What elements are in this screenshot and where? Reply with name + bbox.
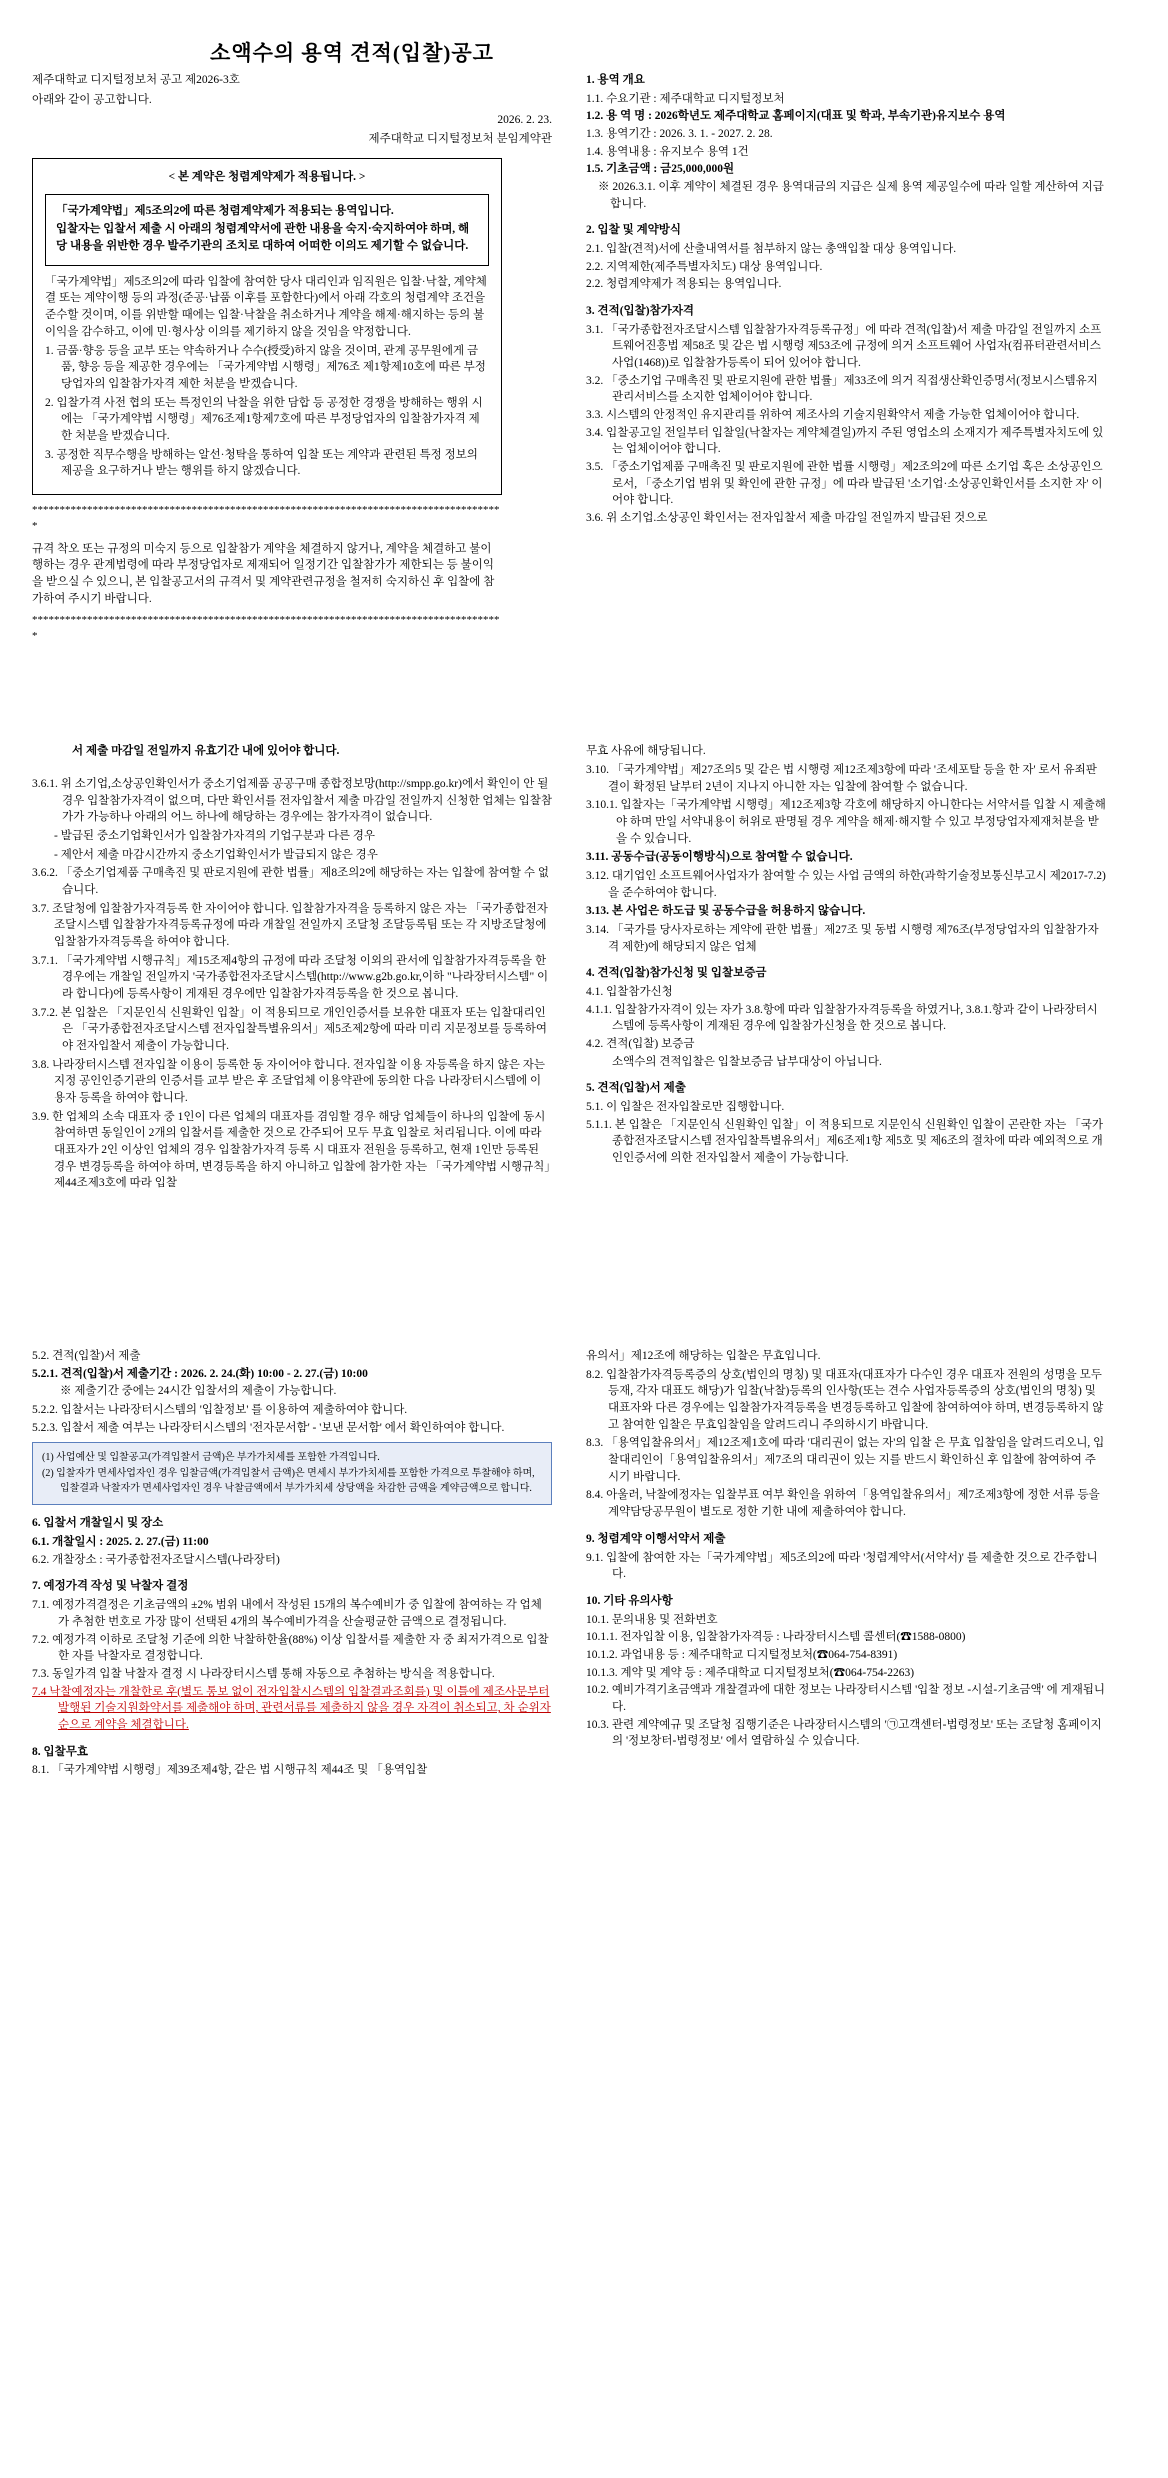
content-block-2 bbox=[0, 743, 1168, 1194]
section-5-2-heading: 5.2. 견적(입찰)서 제출 bbox=[32, 1350, 141, 1363]
clause-3-13: 3.13. 본 사업은 하도급 및 공동수급을 허용하지 않습니다. bbox=[586, 905, 866, 918]
header-lines bbox=[32, 72, 552, 148]
section-4-item-4: 소액수의 견적입찰은 입찰보증금 납부대상이 아닙니다. bbox=[612, 1055, 882, 1068]
section-4-heading: 4. 견적(입찰)참가신청 및 입찰보증금 bbox=[586, 967, 767, 980]
section-5-2-2: 5.2.2. 입찰서는 나라장터시스템의 '입찰정보' 를 이용하여 제출하여야 합니다. bbox=[32, 1404, 408, 1417]
section-2-item-3: 2.2. 청렴계약제가 적용되는 용역입니다. bbox=[586, 278, 782, 291]
section-10-item-1-3: 10.1.3. 계약 및 계약 등 : 제주대학교 디지털정보처(☎064-754-2263) bbox=[586, 1666, 915, 1679]
section-1-heading: 1. 용역 개요 bbox=[586, 74, 645, 86]
continued-heading: 서 제출 마감일 전일까지 유효기간 내에 있어야 합니다. bbox=[72, 745, 340, 758]
column-left-3 bbox=[32, 1348, 552, 1780]
section-8-continued: 유의서」제12조에 해당하는 입찰은 무효입니다. bbox=[586, 1350, 821, 1363]
divider-stars-top: ************************************************************************************** bbox=[32, 503, 500, 532]
clean-contract-notice-box bbox=[32, 158, 502, 495]
column-right-3 bbox=[586, 1348, 1106, 1751]
page-title: 소액수의 용역 견적(입찰)공고 bbox=[210, 41, 494, 65]
clause-3-9: 3.9. 한 업체의 소속 대표자 중 1인이 다른 업체의 대표자를 겸임할 경우 해당 업체들이 하나의 입찰에 동시 참여하면 동일인이 2개의 입찰서를 제출한 것으로 간주되어 모두 무효 입찰로 처리됩니다. 이에 따라 대표자가 2인 이상인 업체의 경우 입찰참가자격 등록 시 대표자 전원을 등록하고, 현재 1인만 등록된 경우 변경등록을 하여야 하며, 변경등록을 하지 아니하고 입찰에 참가한 자는 「국가계약법 시행규칙」제44조제3호에 따라 입찰 bbox=[32, 1110, 551, 1190]
section-7-item-2: 7.2. 예정가격 이하로 조달청 기준에 의한 낙찰하한율(88%) 이상 입찰서를 제출한 자 중 최저가격으로 입찰한 자를 낙찰자로 결정합니다. bbox=[32, 1633, 549, 1663]
clause-3-12: 3.12. 대기업인 소프트웨어사업자가 참여할 수 있는 사업 금액의 하한(과학기술정보통신부고시 제2017-7.2)을 준수하여야 합니다. bbox=[586, 870, 1106, 899]
column-left-2 bbox=[32, 743, 552, 1194]
section-5-item-2: 5.1.1. 본 입찰은 「지문인식 신원확인 입찰」이 적용되므로 지문인식 신원확인 입찰이 곤란한 자는 「국가종합전자조달시스템 전자입찰특별유의서」제6조제1항 제5호 및 제6조의 절차에 따라 예외적으로 개인인증서에 의한 전자입찰서 제출이 가능합니다. bbox=[586, 1118, 1104, 1165]
caution-paragraph: 규격 착오 또는 규정의 미숙지 등으로 입찰참가 계약을 체결하지 않거나, 계약을 체결하고 불이행하는 경우 관계법령에 따라 부정당업자로 제재되어 일정기간 입찰참가가 제한되는 등 불이익을 받으실 수 있으니, 본 입찰공고서의 규격서 및 계약관련규정을 철저히 숙지하신 후 입찰에 참가하여 주시기 바랍니다. bbox=[32, 542, 495, 605]
section-4-item-2: 4.1.1. 입찰참가자격이 있는 자가 3.8.항에 따라 입찰참가자격등록을 하였거나, 3.8.1.항과 같이 나라장터시스템에 등록사항이 게재된 경우에 입찰참가신청을 한 것으로 봅니다. bbox=[586, 1003, 1098, 1033]
section-5-2-1-note: ※ 제출기간 중에는 24시간 입찰서의 제출이 가능합니다. bbox=[60, 1385, 337, 1398]
clause-3-10-1: 3.10.1. 입찰자는「국가계약법 시행령」제12조제3항 각호에 해당하지 아니한다는 서약서를 입찰 시 제출해야 하며 만일 서약내용이 허위로 판명될 경우 계약을 해제·해지할 수 있고 부정당업자제재처분을 받을 수 있습니다. bbox=[586, 799, 1106, 845]
section-2-item-1: 2.1. 입찰(견적)서에 산출내역서를 첨부하지 않는 총액입찰 대상 용역입니다. bbox=[586, 243, 957, 256]
notice-item-2: 2. 입찰가격 사전 협의 또는 특정인의 낙찰을 위한 담합 등 공정한 경쟁을 방해하는 행위 시에는 「국가계약법 시행령」제76조제1항제7호에 따른 부정당업자의 입찰참가자격 제한 처분을 받겠습니다. bbox=[45, 396, 483, 442]
clause-3-10: 3.10. 「국가계약법」제27조의5 및 같은 법 시행령 제12조제3항에 따라 '조세포탈 등을 한 자' 로서 유죄판결이 확정된 날부터 2년이 지나지 아니한 자는 입찰에 참여할 수 없습니다. bbox=[586, 763, 1097, 793]
section-10-item-3: 10.3. 관련 계약예규 및 조달청 집행기준은 나라장터시스템의 '㉠고객센터-법령정보' 또는 조달청 홈페이지의 '정보창터-법령정보' 에서 열람하실 수 있습니다. bbox=[586, 1718, 1102, 1748]
announcement-date: 2026. 2. 23. bbox=[497, 113, 552, 126]
section-8-4: 8.4. 아울러, 낙찰에정자는 입찰부표 여부 확인을 위하여「용역입찰유의서」제7조제3항에 정한 서류 등을 계약담당공무원이 별도로 정한 기한 내에 제출하여야 합니다. bbox=[586, 1489, 1100, 1519]
section-1-item-4: 1.4. 용역내용 : 유지보수 용역 1건 bbox=[586, 145, 749, 158]
section-8-3: 8.3. 「용역입찰유의서」제12조제1호에 따라 '대리권이 없는 자'의 입찰 은 무효 입찰임을 알려드리오니, 입찰대리인이「용역입찰유의서」제7조의 대리권이 있는 지를 반드시 확인하신 후 입찰에 참여하여 주시기 바랍니다. bbox=[586, 1437, 1105, 1483]
section-10-item-1: 10.1. 문의내용 및 전화번호 bbox=[586, 1613, 718, 1626]
clause-3-7: 3.7. 조달청에 입찰참가자격등록 한 자이어야 합니다. 입찰참가자격을 등록하지 않은 자는 「국가종합전자조달시스템 입찰참가자격등록규정에 따라 개찰일 전일까지 조달청 조달등록팀 또는 각 지방조달청에 입찰참가자격등록을 하여야 합니다. bbox=[32, 902, 548, 949]
vat-info-box bbox=[32, 1442, 552, 1505]
section-4-item-1: 4.1. 입찰참가신청 bbox=[586, 986, 673, 999]
clause-3-7-1: 3.7.1. 「국가계약법 시행규칙」제15조제4항의 규정에 따라 조달청 이외의 관서에 입찰참가자격등록을 한 경우에는 개찰일 전일까지 '국가종합전자조달시스템(http://www.g2b.go.kr,이하 "나라장터시스템" 이라 합니다)에 등록사항이 게재된 경우에만 입찰참가자격등록을 한 것으로 봅니다. bbox=[32, 954, 549, 1001]
section-9-item-1: 9.1. 입찰에 참여한 자는「국가계약법」제5조의2에 따라 '청렴계약서(서약서)' 를 제출한 것으로 간주합니다. bbox=[586, 1551, 1098, 1581]
section-10-item-1-2: 10.1.2. 과업내용 등 : 제주대학교 디지털정보처(☎064-754-8391) bbox=[586, 1648, 898, 1661]
clause-3-6-2: 3.6.2. 「중소기업제품 구매촉진 및 판로지원에 관한 법률」제8조의2에 해당하는 자는 입찰에 참여할 수 없습니다. bbox=[32, 867, 550, 897]
section-9-heading: 9. 청렴계약 이행서약서 제출 bbox=[586, 1532, 726, 1545]
section-6-item-1: 6.1. 개찰일시 : 2025. 2. 27.(금) 11:00 bbox=[32, 1536, 209, 1549]
notice-body-paragraph: 「국가계약법」제5조의2에 따라 입찰에 참여한 당사 대리인과 임직원은 입찰·낙찰, 계약체결 또는 계약이행 등의 과정(준공·납품 이후를 포함한다)에서 아래 각호의 청렴계약 조건을 준수할 것이며, 이를 위반할 때에는 입찰·낙찰을 취소하거나 계약을 해제·해지하는 등의 불이익을 감수하고, 이에 민·형사상 이의를 제기하지 않을 것임을 약정합니다. bbox=[45, 275, 487, 338]
vat-info-line-1: (1) 사업예산 및 입찰공고(가격입찰서 금액)은 부가가치세를 포함한 가격입니다. bbox=[42, 1452, 380, 1464]
section-7-heading: 7. 예정가격 작성 및 낙찰자 결정 bbox=[32, 1580, 189, 1593]
section-7-item-4: 7.4 낙찰예정자는 개찰한로 후(별도 통보 없이 전자입찰시스템의 입찰결과조회를) 및 이틀에 제조사문부터 발행된 기술지원화약서를 제출해야 하며, 관련서류를 제출하지 않을 경우 자격이 취소되고, 차 순위자 순으로 계약을 체결합니다. bbox=[32, 1685, 551, 1731]
announcement-signer: 제주대학교 디지털정보처 분임계약관 bbox=[368, 133, 552, 146]
clause-3-14: 3.14. 「국가를 당사자로하는 계약에 관한 법률」제27조 및 동법 시행령 제76조(부정당업자의 입찰참가자격 제한)에 해당되지 않은 업체 bbox=[586, 924, 1099, 953]
notice-title: < 본 계약은 청렴계약제가 적용됩니다. > bbox=[168, 171, 366, 184]
section-5-2-1: 5.2.1. 견적(입찰)서 제출기간 : 2026. 2. 24.(화) 10:00 - 2. 27.(금) 10:00 bbox=[32, 1367, 368, 1380]
clause-continued-invalid: 무효 사유에 해당됩니다. bbox=[586, 745, 706, 758]
notice-inner-line-2: 입찰자는 입찰서 제출 시 아래의 청렴계약서에 관한 내용을 숙지·숙지하여야 하며, 해당 내용을 위반한 경우 발주기관의 조치로 대하여 어떠한 이의도 제기할 수 없습니다. bbox=[56, 223, 470, 253]
section-2-heading: 2. 입찰 및 계약방식 bbox=[586, 224, 682, 237]
section-7-item-1: 7.1. 예정가격결정은 기초금액의 ±2% 범위 내에서 작성된 15개의 복수예비가 중 입찰에 참여하는 각 업체가 추첨한 번호로 가장 많이 선택된 4개의 복수예비가격을 산술평균한 금액으로 결정됩니다. bbox=[32, 1599, 542, 1628]
column-left-1 bbox=[32, 0, 552, 651]
section-2-item-2: 2.2. 지역제한(제주특별자치도) 대상 용역입니다. bbox=[586, 260, 823, 273]
section-7-item-3: 7.3. 동일가격 입찰 낙찰자 결정 시 나라장터시스템 통해 자동으로 추첨하는 방식을 적용합니다. bbox=[32, 1667, 495, 1680]
section-1-note: ※ 2026.3.1. 이후 계약이 체결된 경우 용역대금의 지급은 실제 용역 제공일수에 따라 일할 계산하여 지급합니다. bbox=[598, 181, 1104, 210]
clause-3-6-1: 3.6.1. 위 소기업,소상공인확인서가 중소기업제품 공공구매 종합정보망(http://smpp.go.kr)에서 확인이 안 될 경우 입찰참가자격이 없으며, 다만 확인서를 전자입찰서 제출 마감일 전일까지 신청한 업체는 입찰참가가 가능하나 아래의 어느 하나에 해당하는 경우에는 참가자격이 없습니다. bbox=[32, 777, 552, 824]
section-10-item-2: 10.2. 예비가격기초금액과 개찰결과에 대한 정보는 나라장터시스템 '입찰 정보 -시설-기초금액' 에 게재됩니다. bbox=[586, 1684, 1106, 1713]
section-1-item-3: 1.3. 용역기간 : 2026. 3. 1. - 2027. 2. 28. bbox=[586, 128, 773, 141]
section-10-item-1-1: 10.1.1. 전자입찰 이용, 입찰참가자격등 : 나라장터시스템 콜센터(☎1588-0800) bbox=[586, 1631, 966, 1644]
section-3-heading: 3. 견적(입찰)참가자격 bbox=[586, 305, 695, 318]
section-6-heading: 6. 입찰서 개찰일시 및 장소 bbox=[32, 1517, 164, 1530]
section-1-item-2: 1.2. 용 역 명 : 2026학년도 제주대학교 홈페이지(대표 및 학과, 부속기관)유지보수 용역 bbox=[586, 110, 1006, 123]
section-8-2: 8.2. 입찰참가자격등록증의 상호(법인의 명칭) 및 대표자(대표자가 다수인 경우 대표자 전원의 성명을 모두 등재, 각자 대표도 해당)가 입찰(낙찰)등록의 인사항(또는 견수 사업자등록증의 상호(법인의 명칭) 및 대표자와 다른 경우에는 입찰참가자격등록을 변경등록하고 입찰에 참여하여야 하며, 변경등록하지 않고 참여한 입찰은 무효입찰임을 알려드리니 주의하시기 바랍니다. bbox=[586, 1368, 1104, 1431]
clause-3-6-1-dash-1: - 발급된 중소기업확인서가 입찰참가자격의 기업구분과 다른 경우 bbox=[54, 830, 376, 842]
section-3-item-1: 3.1. 「국가종합전자조달시스템 입찰참가자격등록규정」에 따라 견적(입찰)서 제출 마감일 전일까지 소프트웨어진흥법 제58조 및 같은 법 시행령 제53조에 규정에 의거 소프트웨어 사업자(컴퓨터관련서비스사업(1468))로 입찰참가등록이 되어 있어야 합니다. bbox=[586, 323, 1102, 370]
notice-item-3: 3. 공정한 직무수행을 방해하는 알선·청탁을 통하여 입찰 또는 계약과 관련된 특정 정보의 제공을 요구하거나 받는 행위를 하지 않겠습니다. bbox=[45, 448, 478, 478]
section-1-item-5: 1.5. 기초금액 : 금25,000,000원 bbox=[586, 163, 735, 176]
section-5-heading: 5. 견적(입찰)서 제출 bbox=[586, 1082, 686, 1095]
column-right-2 bbox=[586, 743, 1106, 1167]
announcement-number: 제주대학교 디지털정보처 공고 제2026-3호 bbox=[32, 74, 240, 87]
section-3-item-5: 3.5. 「중소기업제품 구매촉진 및 판로지원에 관한 법률 시행령」제2조의2에 따른 소기업 혹은 소상공인으로서, 「중소기업 범위 및 확인에 관한 규정」에 따라 발급된 '소기업·소상공인확인서를 소지한 자' 이어야 합니다. bbox=[586, 461, 1103, 507]
clause-3-6-1-dash-2: - 제안서 제출 마감시간까지 중소기업확인서가 발급되지 않은 경우 bbox=[54, 848, 378, 861]
content-block-3 bbox=[0, 1348, 1168, 1780]
notice-inner-box bbox=[45, 194, 489, 266]
vat-info-line-2: (2) 입찰자가 면세사업자인 경우 입찰금액(가격입찰서 금액)은 면세시 부가가치세를 포함한 가격으로 투찰해야 하며, 입찰결과 낙찰자가 면세사업자인 경우 낙찰금액에서 부가가치세 상당액을 차감한 금액을 계약금액으로 합니다. bbox=[42, 1468, 535, 1495]
section-1-item-1: 1.1. 수요기관 : 제주대학교 디지털정보처 bbox=[586, 92, 785, 105]
section-3-item-2: 3.2. 「중소기업 구매촉진 및 판로지원에 관한 법률」제33조에 의거 직접생산확인증명서(정보시스템유지관리서비스를 소지한 업체이어야 합니다. bbox=[586, 374, 1098, 404]
notice-inner-line-1: 「국가계약법」제5조의2에 따른 청렴계약제가 적용되는 용역입니다. bbox=[56, 204, 394, 217]
notice-item-1: 1. 금품·향응 등을 교부 또는 약속하거나 수수(授受)하지 않을 것이며, 관계 공무원에게 금품, 향응 등을 제공한 경우에는 「국가계약법 시행령」제76조 제1항제10호에 따른 부정당업자의 입찰참가자격 제한 처분을 받겠습니다. bbox=[45, 344, 486, 390]
section-8-heading: 8. 입찰무효 bbox=[32, 1745, 88, 1758]
content-block-1 bbox=[0, 0, 1168, 651]
section-5-2-3: 5.2.3. 입찰서 제출 여부는 나라장터시스템의 '전자문서함' - '보낸 문서함' 에서 확인하여야 합니다. bbox=[32, 1421, 505, 1434]
section-3-item-6: 3.6. 위 소기업.소상공인 확인서는 전자입찰서 제출 마감일 전일까지 발급된 것으로 bbox=[586, 512, 988, 525]
clause-3-11: 3.11. 공동수급(공동이행방식)으로 참여할 수 없습니다. bbox=[586, 851, 853, 864]
section-4-item-3: 4.2. 견적(입찰) 보증금 bbox=[586, 1038, 695, 1051]
announcement-intro: 아래와 같이 공고합니다. bbox=[32, 94, 152, 107]
clause-3-8: 3.8. 나라장터시스템 전자입찰 이용이 등록한 동 자이어야 합니다. 전자입찰 이용 자등록을 하지 않은 자는 지정 공인인증기관의 인증서를 교부 받은 후 조달업체 이용약관에 동의한 다음 나라장터시스템에 이용자 등록을 하여야 합니다. bbox=[32, 1058, 545, 1105]
section-3-item-4: 3.4. 입찰공고일 전일부터 입찰일(낙찰자는 계약체결일)까지 주된 영업소의 소재지가 제주특별자치도에 있는 업체이어야 합니다. bbox=[586, 426, 1104, 456]
divider-stars-bottom: ************************************************************************************** bbox=[32, 614, 500, 643]
column-right-1 bbox=[586, 0, 1106, 528]
clause-3-7-2: 3.7.2. 본 입찰은 「지문인식 신원확인 입찰」이 적용되므로 개인인증서를 보유한 대표자 또는 입찰대리인은 「국가종합전자조달시스템 전자입찰특별유의서」제5조제2항에 따라 미리 지문정보를 등록하여야 전자입찰서 제출이 가능합니다. bbox=[32, 1006, 547, 1053]
section-8-item-1: 8.1. 「국가계약법 시행령」제39조제4항, 같은 법 시행규칙 제44조 및 「용역입찰 bbox=[32, 1764, 428, 1777]
section-10-heading: 10. 기타 유의사항 bbox=[586, 1594, 673, 1607]
section-5-item-1: 5.1. 이 입찰은 전자입찰로만 집행합니다. bbox=[586, 1101, 785, 1114]
section-3-item-3: 3.3. 시스템의 안정적인 유지관리를 위하여 제조사의 기술지원확약서 제출 가능한 업체이어야 합니다. bbox=[586, 409, 1080, 422]
section-6-item-2: 6.2. 개찰장소 : 국가종합전자조달시스템(나라장터) bbox=[32, 1553, 280, 1566]
